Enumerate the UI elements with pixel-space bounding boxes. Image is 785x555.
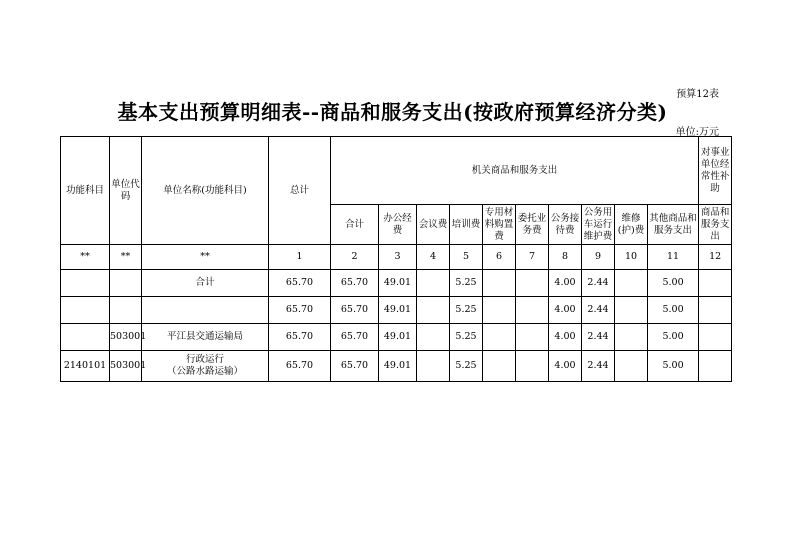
value-cell: 5.25 xyxy=(450,351,483,382)
value-cell xyxy=(417,297,450,324)
index-cell: 1 xyxy=(269,245,331,270)
unit-name-cell: 合计 xyxy=(142,270,269,297)
unit-name-cell: 平江县交通运输局 xyxy=(142,324,269,351)
index-cell: 4 xyxy=(417,245,450,270)
unit-name-cell xyxy=(142,351,269,382)
unit-name-line1: 行政运行 xyxy=(185,354,224,365)
value-cell: 2.44 xyxy=(582,324,615,351)
value-cell: 2.44 xyxy=(582,270,615,297)
unit-label: 单位:万元 xyxy=(675,127,719,138)
value-cell xyxy=(615,324,648,351)
value-cell: 4.00 xyxy=(549,351,582,382)
value-cell: 65.70 xyxy=(269,297,331,324)
index-cell: 2 xyxy=(331,245,379,270)
header-group: 机关商品和服务支出 xyxy=(331,137,699,205)
value-cell: 49.01 xyxy=(379,351,417,382)
value-cell xyxy=(699,297,732,324)
value-cell xyxy=(615,270,648,297)
value-cell: 5.25 xyxy=(450,297,483,324)
index-row xyxy=(61,245,732,270)
value-cell xyxy=(516,297,549,324)
table-row xyxy=(61,324,732,351)
header-sub: 合计 xyxy=(331,205,379,245)
index-cell: 11 xyxy=(648,245,699,270)
header-func-subject: 功能科目 xyxy=(61,137,110,245)
value-cell: 65.70 xyxy=(331,351,379,382)
index-cell: ** xyxy=(142,245,269,270)
value-cell: 5.25 xyxy=(450,270,483,297)
value-cell: 4.00 xyxy=(549,270,582,297)
value-cell xyxy=(483,351,516,382)
index-cell: 9 xyxy=(582,245,615,270)
header-sub: 办公经费 xyxy=(379,205,417,245)
func-subject-cell xyxy=(61,270,110,297)
func-subject-cell xyxy=(61,324,110,351)
header-sub: 公务用车运行维护费 xyxy=(582,205,615,245)
index-cell: ** xyxy=(110,245,142,270)
header-total: 总计 xyxy=(269,137,331,245)
value-cell: 5.00 xyxy=(648,297,699,324)
value-cell: 5.25 xyxy=(450,324,483,351)
unit-code-cell: 503001 xyxy=(110,324,142,351)
value-cell: 65.70 xyxy=(269,324,331,351)
index-cell: ** xyxy=(61,245,110,270)
value-cell: 5.00 xyxy=(648,351,699,382)
header-sub: 商品和服务支出 xyxy=(699,205,732,245)
value-cell: 2.44 xyxy=(582,297,615,324)
index-cell: 8 xyxy=(549,245,582,270)
unit-name-line2: （公路水路运输） xyxy=(166,366,243,377)
value-cell xyxy=(417,351,450,382)
header-sub: 专用材料购置费 xyxy=(483,205,516,245)
value-cell: 65.70 xyxy=(269,351,331,382)
value-cell: 49.01 xyxy=(379,324,417,351)
table-row xyxy=(61,351,732,382)
header-sub: 会议费 xyxy=(417,205,450,245)
value-cell: 65.70 xyxy=(269,270,331,297)
unit-name-cell xyxy=(142,297,269,324)
unit-code-cell: 503001 xyxy=(110,351,142,382)
value-cell xyxy=(516,324,549,351)
header-unit-code: 单位代码 xyxy=(110,137,142,245)
table-row xyxy=(61,297,732,324)
index-cell: 6 xyxy=(483,245,516,270)
value-cell xyxy=(516,270,549,297)
index-cell: 10 xyxy=(615,245,648,270)
func-subject-cell xyxy=(61,297,110,324)
value-cell xyxy=(483,297,516,324)
value-cell xyxy=(699,270,732,297)
unit-code-cell xyxy=(110,297,142,324)
header-subsidy: 对事业单位经常性补助 xyxy=(699,137,732,205)
func-subject-cell: 2140101 xyxy=(61,351,110,382)
value-cell: 65.70 xyxy=(331,270,379,297)
budget-table xyxy=(60,136,732,382)
value-cell xyxy=(615,297,648,324)
table-row xyxy=(61,270,732,297)
value-cell: 4.00 xyxy=(549,324,582,351)
index-cell: 7 xyxy=(516,245,549,270)
table-number: 预算12表 xyxy=(676,89,719,100)
value-cell xyxy=(417,324,450,351)
index-cell: 5 xyxy=(450,245,483,270)
header-sub: 培训费 xyxy=(450,205,483,245)
value-cell: 2.44 xyxy=(582,351,615,382)
value-cell: 65.70 xyxy=(331,297,379,324)
value-cell xyxy=(516,351,549,382)
value-cell: 65.70 xyxy=(331,324,379,351)
value-cell: 4.00 xyxy=(549,297,582,324)
header-sub: 公务接待费 xyxy=(549,205,582,245)
value-cell: 49.01 xyxy=(379,270,417,297)
value-cell xyxy=(699,351,732,382)
value-cell xyxy=(483,324,516,351)
header-unit-name: 单位名称(功能科目) xyxy=(142,137,269,245)
value-cell xyxy=(615,351,648,382)
value-cell xyxy=(417,270,450,297)
value-cell xyxy=(483,270,516,297)
page-title: 基本支出预算明细表--商品和服务支出(按政府预算经济分类) xyxy=(117,100,668,124)
header-sub: 其他商品和服务支出 xyxy=(648,205,699,245)
header-sub: 维修(护)费 xyxy=(615,205,648,245)
value-cell: 5.00 xyxy=(648,324,699,351)
header-sub: 委托业务费 xyxy=(516,205,549,245)
index-cell: 12 xyxy=(699,245,732,270)
value-cell: 49.01 xyxy=(379,297,417,324)
value-cell xyxy=(699,324,732,351)
unit-code-cell xyxy=(110,270,142,297)
value-cell: 5.00 xyxy=(648,270,699,297)
index-cell: 3 xyxy=(379,245,417,270)
